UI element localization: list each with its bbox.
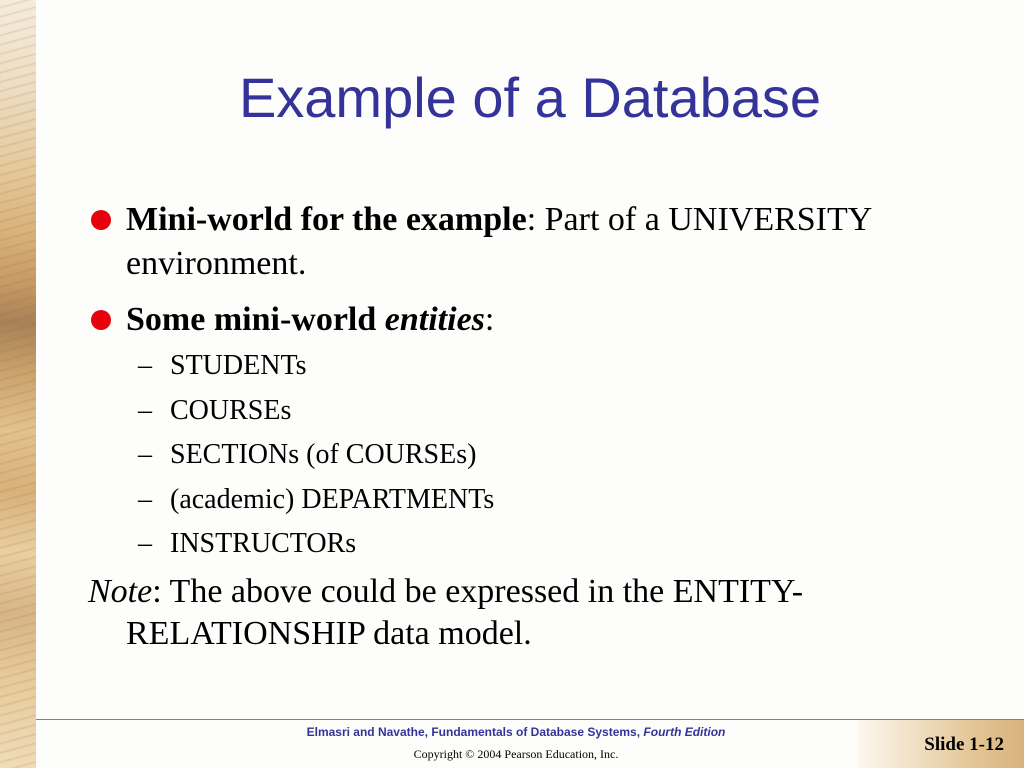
footer-copyright: Copyright © 2004 Pearson Education, Inc. <box>413 747 619 761</box>
dash-bullet-icon: – <box>138 350 152 381</box>
sub-item-text: COURSEs <box>170 394 292 426</box>
sub-item-sections <box>88 433 968 478</box>
note-paragraph <box>88 571 968 655</box>
dash-bullet-icon: – <box>138 394 152 426</box>
bullet-bold-italic-text: entities <box>384 301 485 338</box>
dash-bullet-icon: – <box>138 439 152 470</box>
bullet-text: : Part of a UNIVERSITY environment. <box>126 201 872 282</box>
bullet-bold-text: Some mini-world <box>126 301 385 338</box>
footer-book-citation <box>36 725 996 739</box>
note-label: Note <box>88 572 153 610</box>
sub-item-departments <box>88 478 968 523</box>
bullet-mini-world <box>88 198 968 286</box>
sub-item-instructors <box>88 522 968 567</box>
sub-item-courses <box>88 389 968 434</box>
footer-book-title: Elmasri and Navathe, Fundamentals of Database Systems, <box>306 725 644 739</box>
red-bullet-icon <box>91 210 111 230</box>
dash-bullet-icon: – <box>138 483 152 515</box>
sub-item-text: INSTRUCTORs <box>170 528 357 559</box>
sub-item-text: (academic) DEPARTMENTs <box>170 483 495 515</box>
decorative-sand-strip <box>0 0 36 768</box>
sub-item-text: SECTIONs (of COURSEs) <box>170 439 477 470</box>
sub-item-students <box>88 344 968 389</box>
footer-edition: Fourth Edition <box>643 725 726 739</box>
note-text: : The above could be expressed in the ENTITY-RELATIONSHIP data model. <box>126 572 804 652</box>
dash-bullet-icon: – <box>138 528 152 559</box>
red-bullet-icon <box>91 310 111 330</box>
slide-number: Slide 1-12 <box>924 734 1004 755</box>
bullet-text: : <box>484 301 495 338</box>
bullet-entities <box>88 298 968 342</box>
bullet-bold-text: Mini-world for the example <box>126 201 527 238</box>
slide-title: Example of a Database <box>238 66 822 129</box>
sub-item-text: STUDENTs <box>170 350 307 381</box>
slide-body <box>88 198 968 655</box>
slide-number-box <box>858 720 1024 768</box>
